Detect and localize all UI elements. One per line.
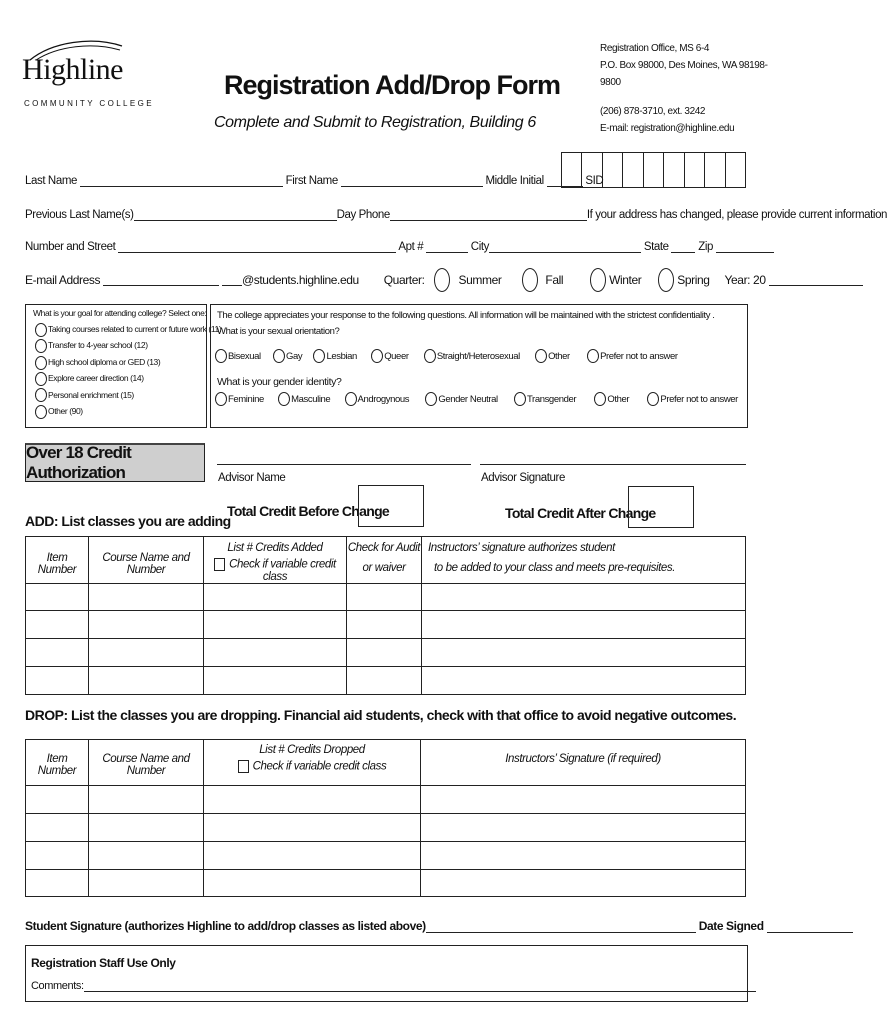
- identity-intro: The college appreciates your response to the following questions. All information will be maintained with the strictest confidentiality .: [217, 310, 715, 321]
- total-before-box[interactable]: [358, 485, 424, 527]
- add-cell[interactable]: [422, 611, 746, 639]
- state-field[interactable]: [671, 241, 695, 253]
- staff-section: [25, 945, 748, 1002]
- date-signed-field[interactable]: [767, 921, 853, 933]
- add-cell[interactable]: [26, 639, 89, 667]
- comments-field[interactable]: [84, 980, 756, 992]
- day-phone-label: Day Phone: [336, 209, 390, 221]
- add-cell[interactable]: [26, 667, 89, 695]
- add-cell[interactable]: [347, 639, 422, 667]
- form-subtitle: Complete and Submit to Registration, Building 6: [214, 114, 536, 131]
- goal-option[interactable]: [35, 387, 221, 403]
- office-line-4: E-mail: registration@highline.edu: [600, 123, 735, 134]
- previous-name-row: [25, 209, 887, 221]
- quarter-spring-radio[interactable]: [658, 268, 674, 292]
- add-instructor-header: Instructors’ signature authorizes student: [428, 542, 615, 554]
- student-signature-label: Student Signature (authorizes Highline to add/drop classes as listed above): [25, 919, 426, 933]
- office-line-1: Registration Office, MS 6-4: [600, 43, 710, 54]
- year-label: Year: 20: [724, 273, 766, 287]
- orientation-option[interactable]: [313, 351, 356, 362]
- city-label: City: [470, 241, 490, 253]
- sid-box[interactable]: [622, 152, 642, 188]
- logo-subtitle: COMMUNITY COLLEGE: [24, 99, 154, 108]
- middle-initial-field[interactable]: [547, 175, 583, 187]
- authorization-title-text: Over 18 Credit Authorization: [26, 443, 132, 482]
- first-name-label: First Name: [285, 175, 338, 187]
- drop-cell[interactable]: [204, 786, 421, 814]
- quarter-summer-radio[interactable]: [434, 268, 450, 292]
- orientation-label: Queer: [384, 350, 409, 362]
- add-cell[interactable]: [204, 639, 347, 667]
- goal-option-label: Taking courses related to current or future work (11): [48, 324, 222, 334]
- drop-cell[interactable]: [421, 786, 746, 814]
- last-name-field[interactable]: [80, 175, 283, 187]
- last-name-label: Last Name: [25, 175, 78, 187]
- advisor-name-field[interactable]: [217, 464, 471, 465]
- goal-option-label: Other (90): [48, 406, 83, 417]
- gender-option[interactable]: [514, 394, 576, 405]
- goal-title: What is your goal for attending college? Select one:: [33, 308, 207, 318]
- table-row: [26, 814, 746, 842]
- goal-option-label: High school diploma or GED (13): [48, 356, 161, 367]
- table-row: [26, 667, 746, 695]
- add-table-header: [26, 537, 746, 584]
- orientation-label: Gay: [285, 350, 303, 362]
- advisor-name-label: Advisor Name: [218, 472, 286, 484]
- drop-cell[interactable]: [89, 870, 204, 897]
- add-table: [25, 536, 746, 695]
- drop-credits-header: List # Credits Dropped: [259, 744, 365, 756]
- gender-label: Transgender: [527, 393, 577, 405]
- drop-cell[interactable]: [89, 814, 204, 842]
- gender-option[interactable]: [215, 394, 264, 405]
- year-field[interactable]: [769, 274, 863, 286]
- gender-label: Androgynous: [357, 393, 410, 405]
- sid-box[interactable]: [684, 152, 704, 188]
- table-row: [26, 842, 746, 870]
- middle-initial-label: Middle Initial: [485, 175, 544, 187]
- orientation-label: Bisexual: [228, 350, 261, 362]
- address-note: If your address has changed, please provide current information: [586, 209, 887, 221]
- drop-course-header: Course Name and Number: [102, 753, 190, 777]
- drop-title: DROP: List the classes you are dropping. Financial aid students, check with that office to avoid negative outcomes.: [25, 707, 737, 723]
- table-row: [26, 870, 746, 897]
- sid-box[interactable]: [663, 152, 683, 188]
- orientation-label: Straight/Heterosexual: [436, 350, 520, 362]
- drop-cell[interactable]: [204, 814, 421, 842]
- goal-option-label: Personal enrichment (15): [48, 389, 134, 400]
- add-instructor-header-2: to be added to your class and meets pre-requisites.: [434, 562, 676, 574]
- advisor-signature-label: Advisor Signature: [481, 472, 565, 484]
- add-cell[interactable]: [422, 667, 746, 695]
- sid-label: SID: [585, 175, 604, 187]
- checkbox-icon: [238, 760, 249, 773]
- first-name-field[interactable]: [341, 175, 483, 187]
- previous-name-field[interactable]: [134, 209, 337, 221]
- email-field[interactable]: [103, 274, 219, 286]
- email-domain: @students.highline.edu: [241, 273, 359, 287]
- add-audit-header-2: or waiver: [362, 562, 406, 574]
- orientation-option[interactable]: [424, 351, 520, 362]
- email-quarter-row: [25, 268, 863, 292]
- goal-section: [25, 304, 222, 428]
- drop-item-header: Item Number: [37, 753, 77, 777]
- orientation-option[interactable]: [371, 351, 408, 362]
- previous-name-label: Previous Last Name(s): [25, 209, 134, 221]
- comments-label: Comments:: [31, 980, 84, 992]
- add-cell[interactable]: [204, 667, 347, 695]
- add-audit-header: Check for Audit: [347, 542, 421, 554]
- day-phone-field[interactable]: [390, 209, 587, 221]
- gender-label: Prefer not to answer: [660, 393, 738, 405]
- add-cell[interactable]: [89, 584, 204, 611]
- drop-variable-credit: [204, 760, 420, 773]
- address-row: [25, 241, 774, 253]
- orientation-question: What is your sexual orientation?: [217, 326, 340, 337]
- staff-comments: [31, 980, 756, 992]
- drop-table: [25, 739, 746, 897]
- goal-option-label: Transfer to 4-year school (12): [48, 340, 148, 351]
- zip-label: Zip: [698, 241, 714, 253]
- goal-option[interactable]: [35, 337, 221, 353]
- gender-options: [215, 392, 738, 406]
- quarter-fall-label: Fall: [545, 273, 564, 287]
- add-title: ADD: List classes you are adding: [25, 513, 231, 529]
- sid-box[interactable]: [602, 152, 622, 188]
- goal-option[interactable]: [35, 321, 221, 337]
- add-cell[interactable]: [204, 611, 347, 639]
- add-cell[interactable]: [422, 584, 746, 611]
- name-row: [25, 175, 603, 187]
- gender-question: What is your gender identity?: [217, 376, 342, 388]
- apt-label: Apt #: [398, 241, 424, 253]
- quarter-summer-label: Summer: [458, 273, 502, 287]
- add-cell[interactable]: [26, 584, 89, 611]
- drop-variable-credit-label: Check if variable credit class: [252, 760, 387, 773]
- quarter-spring-label: Spring: [677, 273, 710, 287]
- quarter-winter-radio[interactable]: [590, 268, 606, 292]
- checkbox-icon: [214, 558, 225, 571]
- drop-cell[interactable]: [26, 842, 89, 870]
- gender-option[interactable]: [594, 394, 629, 405]
- add-cell[interactable]: [347, 611, 422, 639]
- date-signed-label: Date Signed: [698, 919, 764, 933]
- table-row: [26, 611, 746, 639]
- gender-label: Other: [607, 393, 630, 405]
- orientation-label: Other: [548, 350, 570, 362]
- add-item-header: Item Number: [37, 552, 77, 576]
- add-cell[interactable]: [89, 667, 204, 695]
- sid-box[interactable]: [643, 152, 663, 188]
- goal-option[interactable]: [35, 370, 221, 386]
- quarter-label: Quarter:: [383, 273, 425, 287]
- form-title: Registration Add/Drop Form: [224, 70, 560, 100]
- college-logo: [22, 38, 154, 113]
- drop-cell[interactable]: [204, 842, 421, 870]
- add-cell[interactable]: [347, 667, 422, 695]
- add-cell[interactable]: [89, 611, 204, 639]
- add-cell[interactable]: [89, 639, 204, 667]
- city-field[interactable]: [489, 241, 641, 253]
- student-signature-field[interactable]: [426, 921, 696, 933]
- identity-section: [210, 304, 748, 428]
- total-after-label: Total Credit After Change: [505, 505, 656, 521]
- goal-option[interactable]: [35, 354, 221, 370]
- office-line-3: (206) 878-3710, ext. 3242: [600, 106, 706, 117]
- drop-cell[interactable]: [26, 870, 89, 897]
- goal-options: [35, 321, 221, 419]
- quarter-fall-radio[interactable]: [522, 268, 538, 292]
- goal-option-label: Explore career direction (14): [48, 373, 144, 384]
- drop-cell[interactable]: [421, 870, 746, 897]
- sid-box[interactable]: [725, 152, 746, 188]
- orientation-label: Prefer not to answer: [600, 350, 678, 362]
- office-line-2: P.O. Box 98000, Des Moines, WA 98198-9800: [600, 60, 768, 88]
- orientation-label: Lesbian: [326, 350, 357, 362]
- drop-cell[interactable]: [26, 814, 89, 842]
- gender-option[interactable]: [647, 394, 738, 405]
- staff-title: Registration Staff Use Only: [31, 956, 176, 970]
- table-row: [26, 639, 746, 667]
- signature-row: [25, 919, 853, 933]
- orientation-option[interactable]: [535, 351, 570, 362]
- drop-cell[interactable]: [89, 786, 204, 814]
- email-label: E-mail Address: [25, 273, 101, 287]
- drop-cell[interactable]: [26, 786, 89, 814]
- add-credits-header: List # Credits Added: [227, 542, 323, 554]
- street-field[interactable]: [118, 241, 396, 253]
- drop-instructor-header: Instructors’ Signature (if required): [505, 753, 661, 765]
- table-row: [26, 786, 746, 814]
- quarter-winter-label: Winter: [609, 273, 642, 287]
- sid-box[interactable]: [704, 152, 724, 188]
- gender-option[interactable]: [345, 394, 410, 405]
- office-info: [600, 40, 770, 137]
- drop-cell[interactable]: [89, 842, 204, 870]
- orientation-option[interactable]: [273, 351, 302, 362]
- total-before-label: Total Credit Before Change: [227, 503, 390, 519]
- gender-label: Gender Neutral: [438, 393, 498, 405]
- gender-label: Feminine: [228, 393, 264, 405]
- advisor-signature-field[interactable]: [480, 464, 746, 465]
- drop-cell[interactable]: [204, 870, 421, 897]
- add-cell[interactable]: [347, 584, 422, 611]
- orientation-option[interactable]: [215, 351, 261, 362]
- table-row: [26, 584, 746, 611]
- add-variable-credit-label: Check if variable credit class: [229, 558, 336, 583]
- apt-field[interactable]: [426, 241, 468, 253]
- add-cell[interactable]: [26, 611, 89, 639]
- orientation-options: [215, 349, 678, 363]
- add-cell[interactable]: [422, 639, 746, 667]
- drop-cell[interactable]: [421, 842, 746, 870]
- authorization-title: [25, 443, 205, 482]
- add-cell[interactable]: [204, 584, 347, 611]
- zip-field[interactable]: [716, 241, 774, 253]
- logo-name: Highline: [22, 53, 123, 86]
- add-variable-credit: [204, 558, 346, 583]
- gender-option[interactable]: [425, 394, 497, 405]
- email-field-2[interactable]: [222, 274, 242, 286]
- state-label: State: [643, 241, 669, 253]
- drop-cell[interactable]: [421, 814, 746, 842]
- drop-table-header: [26, 740, 746, 786]
- total-after-box[interactable]: [628, 486, 694, 528]
- goal-option[interactable]: [35, 403, 221, 419]
- street-label: Number and Street: [25, 241, 116, 253]
- orientation-option[interactable]: [587, 351, 678, 362]
- gender-option[interactable]: [278, 394, 330, 405]
- gender-label: Masculine: [291, 393, 331, 405]
- add-course-header: Course Name and Number: [102, 552, 190, 576]
